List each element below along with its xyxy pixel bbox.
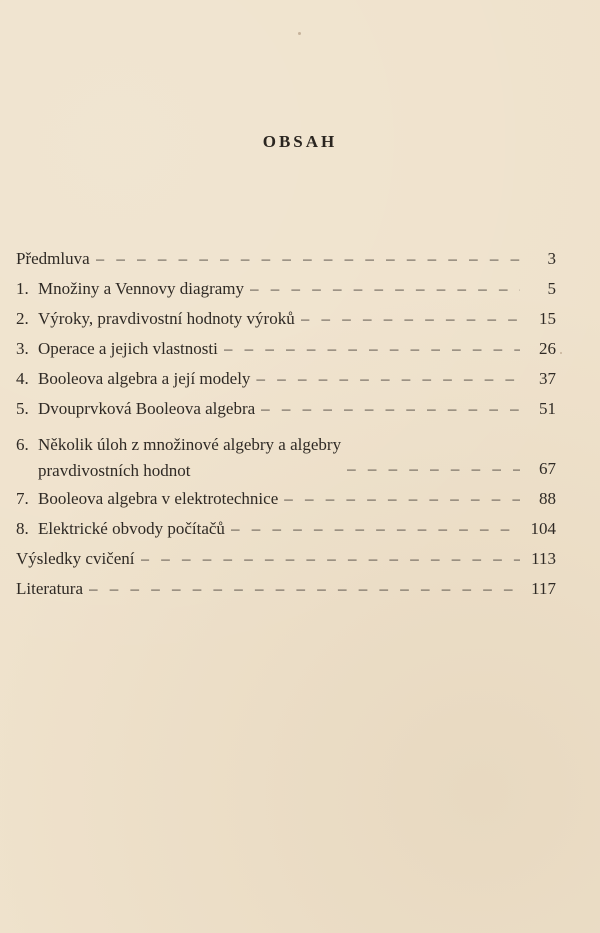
toc-chapter-number: 2. — [16, 309, 29, 328]
dot-leader — [347, 454, 520, 484]
toc-entry-text: Množiny a Vennovy diagramy — [38, 279, 245, 298]
dot-leader — [224, 334, 520, 364]
toc-entry-predmluva — [16, 244, 556, 274]
toc-page-number: 3 — [547, 249, 556, 268]
dot-leader — [141, 544, 521, 574]
toc-entry-chapter-6 — [16, 424, 556, 484]
paper-speck — [298, 32, 301, 35]
toc-page-number: 26 — [539, 339, 556, 358]
toc-entry-chapter-8 — [16, 514, 556, 544]
toc-chapter-number: 8. — [16, 519, 29, 538]
toc-chapter-number: 7. — [16, 489, 29, 508]
dot-leader — [96, 244, 520, 274]
toc-entry-first-line — [16, 432, 341, 458]
toc-entry-text: Výsledky cvičení — [16, 549, 135, 568]
toc-page-number: 113 — [531, 549, 556, 568]
dot-leader — [284, 484, 520, 514]
toc-page-number: 117 — [531, 579, 556, 598]
toc-page-number: 51 — [539, 399, 556, 418]
toc-entry-literatura — [16, 574, 556, 604]
page-title: OBSAH — [262, 132, 338, 151]
toc-entry-text: Dvouprvková Booleova algebra — [38, 399, 256, 418]
toc-entry-text: Booleova algebra a její modely — [38, 369, 251, 388]
toc-page-number: 5 — [547, 279, 556, 298]
dot-leader — [301, 304, 520, 334]
paper-speck — [560, 352, 562, 354]
toc-page-number: 37 — [539, 369, 556, 388]
dot-leader — [261, 394, 520, 424]
toc-entry-vysledky — [16, 544, 556, 574]
toc-page-number: 88 — [539, 489, 556, 508]
toc-entry-chapter-7 — [16, 484, 556, 514]
toc-entry-chapter-1 — [16, 274, 556, 304]
toc-entry-chapter-4 — [16, 364, 556, 394]
toc-entry-text: Operace a jejich vlastnosti — [38, 339, 218, 358]
table-of-contents — [16, 244, 556, 604]
toc-chapter-number: 6. — [16, 435, 29, 454]
dot-leader — [231, 514, 520, 544]
dot-leader — [89, 574, 520, 604]
toc-chapter-number: 5. — [16, 399, 29, 418]
toc-entry-chapter-3 — [16, 334, 556, 364]
toc-entry-text: Několik úloh z množinové algebry a algebry — [38, 435, 342, 454]
dot-leader — [256, 364, 520, 394]
toc-entry-text: Elektrické obvody počítačů — [38, 519, 225, 538]
toc-entry-text-continuation: pravdivostních hodnot — [38, 461, 191, 480]
toc-entry-block — [16, 432, 341, 484]
toc-entry-text: Literatura — [16, 579, 84, 598]
toc-entry-text: Booleova algebra v elektrotechnice — [38, 489, 279, 508]
toc-page-number: 67 — [539, 459, 556, 478]
dot-leader — [250, 274, 520, 304]
toc-page-number: 104 — [530, 519, 556, 538]
toc-entry-chapter-2 — [16, 304, 556, 334]
toc-page-number: 15 — [539, 309, 556, 328]
toc-chapter-number: 3. — [16, 339, 29, 358]
toc-entry-text: Výroky, pravdivostní hodnoty výroků — [38, 309, 295, 328]
toc-chapter-number: 4. — [16, 369, 29, 388]
toc-entry-chapter-5 — [16, 394, 556, 424]
toc-chapter-number: 1. — [16, 279, 29, 298]
toc-entry-text: Předmluva — [16, 249, 90, 268]
